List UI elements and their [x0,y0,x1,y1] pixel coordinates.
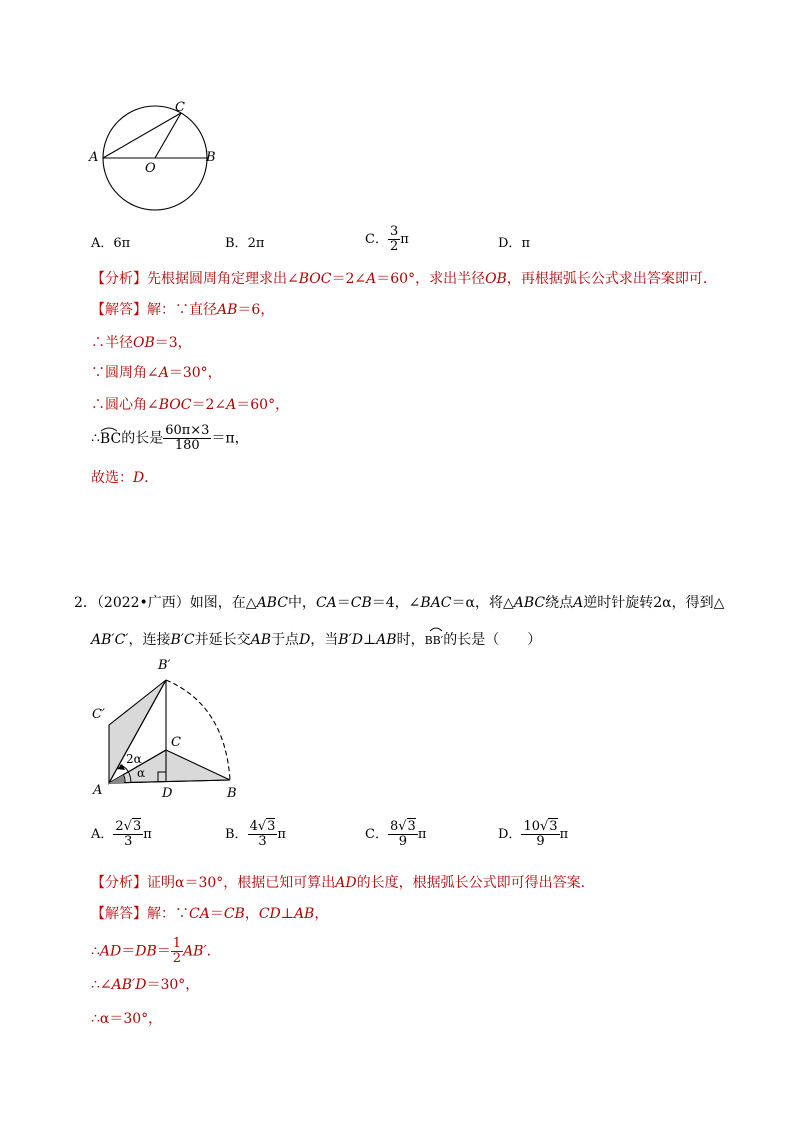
stem-text: ，当 [310,632,339,648]
stem-text: ＝α，将△ [451,595,514,611]
option-letter: A． [91,236,114,251]
solution-text: ， [244,906,259,922]
fraction-numerator: 8√3 [389,819,416,834]
option-value: π [521,236,530,251]
solution-text: ＝ [209,906,224,922]
analysis-var: AD [335,875,357,891]
q2-analysis [91,874,595,892]
option-letter: B． [225,236,248,251]
solution-tag: 【解答】 [91,906,147,922]
q2-solution-line-4 [91,1010,162,1028]
solution-fraction [171,937,183,966]
solution-text: 的长是 [121,430,164,447]
analysis-text: 的长度，根据弧长公式即可得出答案． [356,875,595,891]
option-value: 6π [113,236,131,251]
solution-text: ＝30°， [168,365,222,381]
solution-var: CD [258,906,281,922]
solution-var: AB′D [111,977,147,993]
q1-solution-line-2 [91,334,192,352]
analysis-text: 证明α＝30°，根据已知可算出 [147,875,336,891]
stem-text: 2．（2022•广西）如图，在△ [74,595,257,611]
radicand: 3 [132,819,142,834]
arc-bbprime [425,632,444,650]
q2-label-d: D [162,786,173,801]
option-value: 2π [247,236,265,251]
stem-text: 于点 [271,632,300,648]
arc-mark [429,626,443,632]
q2-option-d[interactable] [498,820,568,849]
analysis-text: ＝2∠ [331,271,367,287]
analysis-tag: 【分析】 [91,271,147,287]
solution-text: ． [144,470,159,486]
stem-text: ⊥ [363,632,377,648]
stem-text: 逆时针旋转2α，得到△ [583,595,725,611]
solution-tag: 【解答】 [91,302,147,318]
solution-text: ＝3， [154,335,192,351]
q1-label-b: B [206,150,216,165]
stem-text: 并延长交 [194,632,251,648]
q1-analysis [91,270,717,288]
solution-var: A [226,397,237,413]
q2-option-b[interactable] [225,820,286,849]
q2-rotation-figure [85,655,250,805]
coef: 8 [389,819,399,834]
solution-var: OB [133,335,155,351]
q2-label-b-prime: B′ [158,658,171,673]
option-letter: D． [498,236,522,251]
analysis-var: OB [485,271,507,287]
solution-text: ＝60°， [236,397,290,413]
coef: 10 [523,819,540,834]
fraction-numerator: 60π×3 [165,423,210,438]
stem-text: 的长是（ ） [443,632,542,648]
q2-solution-line-3 [91,976,199,994]
radicand: 3 [407,819,416,834]
fraction-denominator: 9 [536,834,545,849]
option-pi: π [559,827,569,842]
q1-solution-line-3 [91,364,222,382]
analysis-tag: 【分析】 [91,875,147,891]
solution-var: AB′ [183,943,207,960]
solution-text: ． [206,943,221,960]
coef: 4 [249,819,258,834]
q1-option-a[interactable] [91,232,130,251]
q2-label-c-prime: C′ [92,707,105,722]
option-fraction [388,820,418,849]
fraction-denominator: 9 [398,834,408,849]
option-pi: π [143,827,152,842]
q2-label-a: A [93,783,103,798]
solution-text: 解：∵直径 [147,302,217,318]
q2-option-a[interactable] [91,820,152,849]
q1-option-d[interactable] [498,232,530,251]
q2-label-c: C [171,735,181,750]
q1-solution-line-4 [91,396,289,414]
solution-text: ， [314,906,329,922]
coef: 2 [115,819,124,834]
analysis-text: 先根据圆周角定理求出∠ [147,271,299,287]
solution-text: 解：∵ [147,906,189,922]
q1-radius-oc [155,113,181,158]
solution-fraction [163,424,211,453]
solution-text: ＝2∠ [191,397,227,413]
fraction-numerator: 2√3 [115,819,142,834]
stem-var: AB′C′ [91,632,129,648]
q1-label-a: A [89,150,99,165]
radicand: 3 [549,819,558,834]
stem-text: 绕点 [545,595,574,611]
fraction-numerator: 10√3 [523,819,558,834]
stem-var: AB [250,632,272,648]
stem-var: CB [350,595,372,611]
q1-label-c: C [175,100,185,115]
option-letter: B． [225,827,248,842]
solution-text: 故选： [91,470,133,486]
solution-text: ⊥ [280,906,294,922]
stem-var: ABC [513,595,546,611]
q2-label-b: B [227,786,237,801]
q1-label-o: O [145,161,156,176]
option-letter: A． [91,827,114,842]
q2-stem-line-1 [74,594,724,612]
solution-var: CA [189,906,210,922]
analysis-text: ＝60°，求出半径 [376,271,486,287]
arc-mark [100,426,118,432]
solution-var: AB [293,906,315,922]
stem-var: B′C [170,632,195,648]
option-letter: C． [365,827,388,842]
q2-stem-line-2 [91,631,541,650]
stem-var: A [573,595,584,611]
option-pi: π [277,827,286,842]
arc-label: BB′ [424,634,444,647]
q2-label-alpha: α [137,766,146,780]
solution-var: DB [135,943,157,960]
stem-var: D [299,632,311,648]
stem-text: 中， [287,595,316,611]
arc-label: BC [99,430,122,447]
solution-var: CB [223,906,245,922]
solution-text: ∴α＝30°， [91,1011,163,1027]
solution-var: D [133,470,145,486]
option-letter: C． [365,232,388,247]
q1-chord-ac [103,113,181,158]
option-fraction [248,820,278,849]
q1-solution-line-5 [91,424,249,453]
option-fraction [113,820,143,849]
analysis-var: A [366,271,377,287]
solution-text: ∵圆周角∠ [91,365,159,381]
solution-text: ＝6， [237,302,275,318]
stem-var: AB [376,632,397,648]
option-fraction [388,225,400,254]
option-pi: π [417,827,427,842]
q2-label-2alpha: 2α [126,752,142,766]
q1-solution-line-1 [91,301,274,319]
stem-text: ，连接 [128,632,171,648]
fraction-denominator: 2 [172,951,182,966]
analysis-text: ，再根据弧长公式求出答案即可． [506,271,717,287]
solution-text: ∴∠ [91,977,112,993]
stem-var: CA [315,595,337,611]
fraction-denominator: 3 [258,834,267,849]
solution-text: ∴ [91,430,100,447]
stem-var: ABC [256,595,288,611]
fraction-denominator: 180 [174,438,200,453]
fraction-numerator: 1 [172,936,182,951]
solution-text: ∴半径 [91,335,133,351]
analysis-var: BOC [298,271,332,287]
option-pi: π [400,232,409,247]
solution-var: BOC [158,397,192,413]
q2-solution-line-1 [91,905,328,923]
q2-option-c[interactable] [365,820,426,849]
fraction-denominator: 3 [124,834,133,849]
stem-var: BAC [420,595,452,611]
stem-var: B′D [338,632,363,648]
q1-solution-line-6 [91,469,158,487]
option-letter: D． [498,827,522,842]
fraction-numerator: 4√3 [249,819,276,834]
q1-circle-figure [85,95,225,220]
stem-text: ＝ [336,595,351,611]
solution-var: A [158,365,169,381]
stem-text: ＝4，∠ [371,595,421,611]
radicand: 3 [267,819,276,834]
solution-text: ＝ [121,943,136,960]
q1-option-c[interactable] [365,225,409,254]
solution-text: ＝ [156,943,171,960]
fraction-denominator: 2 [389,239,399,254]
solution-text: ＝π， [211,430,249,447]
fraction-numerator: 3 [389,224,399,239]
stem-text: 时， [396,632,425,648]
solution-text: ∴圆心角∠ [91,397,159,413]
arc-bc [100,430,121,448]
solution-text: ＝30°， [146,977,200,993]
option-fraction [521,820,559,849]
solution-text: ∴ [91,943,100,960]
solution-var: AD [99,943,122,960]
q1-option-b[interactable] [225,232,264,251]
q2-solution-line-2 [91,937,221,966]
solution-var: AB [217,302,238,318]
